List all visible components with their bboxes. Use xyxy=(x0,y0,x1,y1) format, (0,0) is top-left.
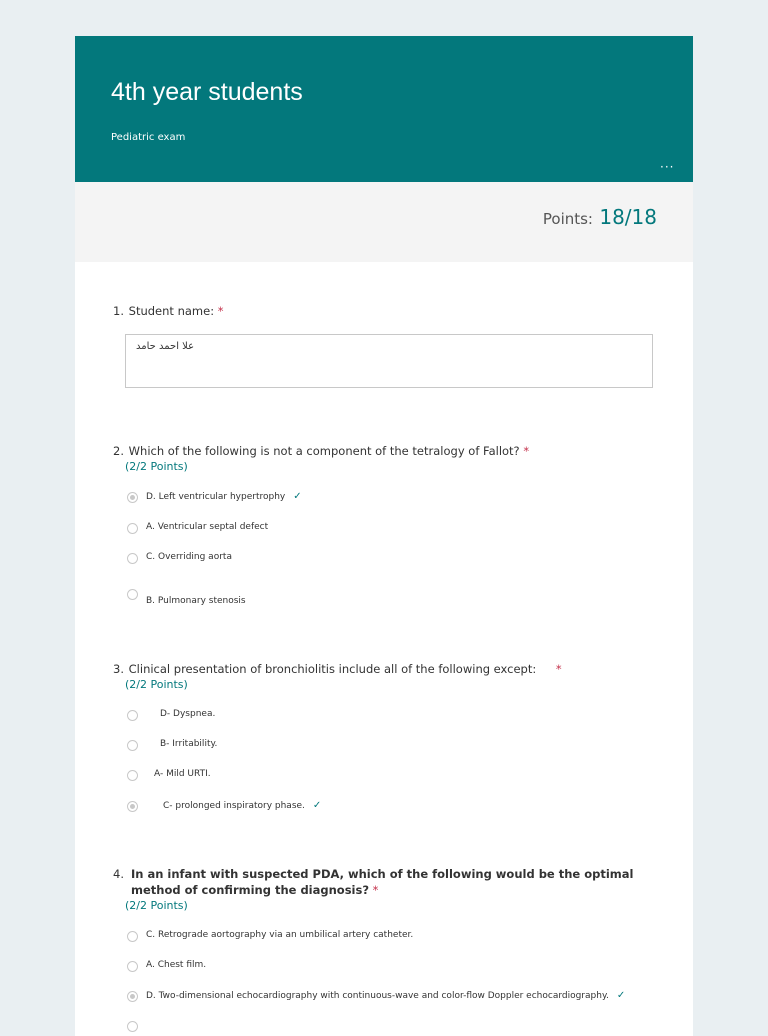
question-number: 2. xyxy=(113,444,124,458)
option-label: A. Ventricular septal defect xyxy=(146,522,269,532)
option-label: C. Overriding aorta xyxy=(146,552,232,562)
form-title: 4th year students xyxy=(111,78,303,106)
radio-button[interactable] xyxy=(127,740,138,751)
required-marker: * xyxy=(555,662,562,676)
form-header xyxy=(75,36,693,182)
option-label: C. Retrograde aortography via an umbilical artery catheter. xyxy=(146,930,414,940)
radio-button[interactable] xyxy=(127,991,138,1002)
question-4 xyxy=(113,866,653,913)
question-1 xyxy=(113,303,653,319)
question-points: (2/2 Points) xyxy=(125,460,188,473)
ellipsis-icon[interactable]: ··· xyxy=(660,160,675,174)
option-label: C- prolonged inspiratory phase. xyxy=(163,801,305,811)
question-number: 4. xyxy=(113,867,124,881)
radio-button[interactable] xyxy=(127,931,138,942)
radio-button[interactable] xyxy=(127,770,138,781)
option-label: A. Chest film. xyxy=(146,960,207,970)
student-name-field[interactable]: علا احمد حامد xyxy=(125,334,653,388)
question-text: Student name: xyxy=(128,304,215,318)
question-number: 1. xyxy=(113,304,124,318)
check-icon: ✓ xyxy=(616,990,626,1001)
radio-button[interactable] xyxy=(127,589,138,600)
option-label: B- Irritability. xyxy=(160,739,218,749)
question-3 xyxy=(113,661,653,692)
question-2 xyxy=(113,443,653,474)
form-subtitle: Pediatric exam xyxy=(111,132,186,143)
question-text: In an infant with suspected PDA, which of the following would be the optimal method of confirming the diagnosis? xyxy=(131,867,634,897)
radio-button[interactable] xyxy=(127,523,138,534)
option-label: D. Two-dimensional echocardiography with continuous-wave and color-flow Doppler echocardiography. xyxy=(146,991,609,1001)
question-text: Clinical presentation of bronchiolitis include all of the following except: xyxy=(128,662,537,676)
radio-button[interactable] xyxy=(127,710,138,721)
radio-button[interactable] xyxy=(127,801,138,812)
form-card xyxy=(75,36,693,1036)
question-points: (2/2 Points) xyxy=(125,899,188,912)
radio-button[interactable] xyxy=(127,1021,138,1032)
question-points: (2/2 Points) xyxy=(125,678,188,691)
radio-button[interactable] xyxy=(127,492,138,503)
option-label: D. Left ventricular hypertrophy xyxy=(146,492,286,502)
required-marker: * xyxy=(217,304,224,318)
radio-button[interactable] xyxy=(127,961,138,972)
option-label: D- Dyspnea. xyxy=(160,709,216,719)
check-icon: ✓ xyxy=(293,491,302,502)
points-summary xyxy=(75,182,693,262)
question-number: 3. xyxy=(113,662,124,676)
option-label: B. Pulmonary stenosis xyxy=(146,596,246,606)
required-marker: * xyxy=(372,883,379,897)
required-marker: * xyxy=(523,444,530,458)
points-value: 18/18 xyxy=(599,205,657,229)
option-label: A- Mild URTI. xyxy=(154,769,211,779)
check-icon: ✓ xyxy=(312,800,322,811)
question-text: Which of the following is not a component of the tetralogy of Fallot? xyxy=(128,444,520,458)
radio-button[interactable] xyxy=(127,553,138,564)
points-label: Points: xyxy=(542,210,593,228)
